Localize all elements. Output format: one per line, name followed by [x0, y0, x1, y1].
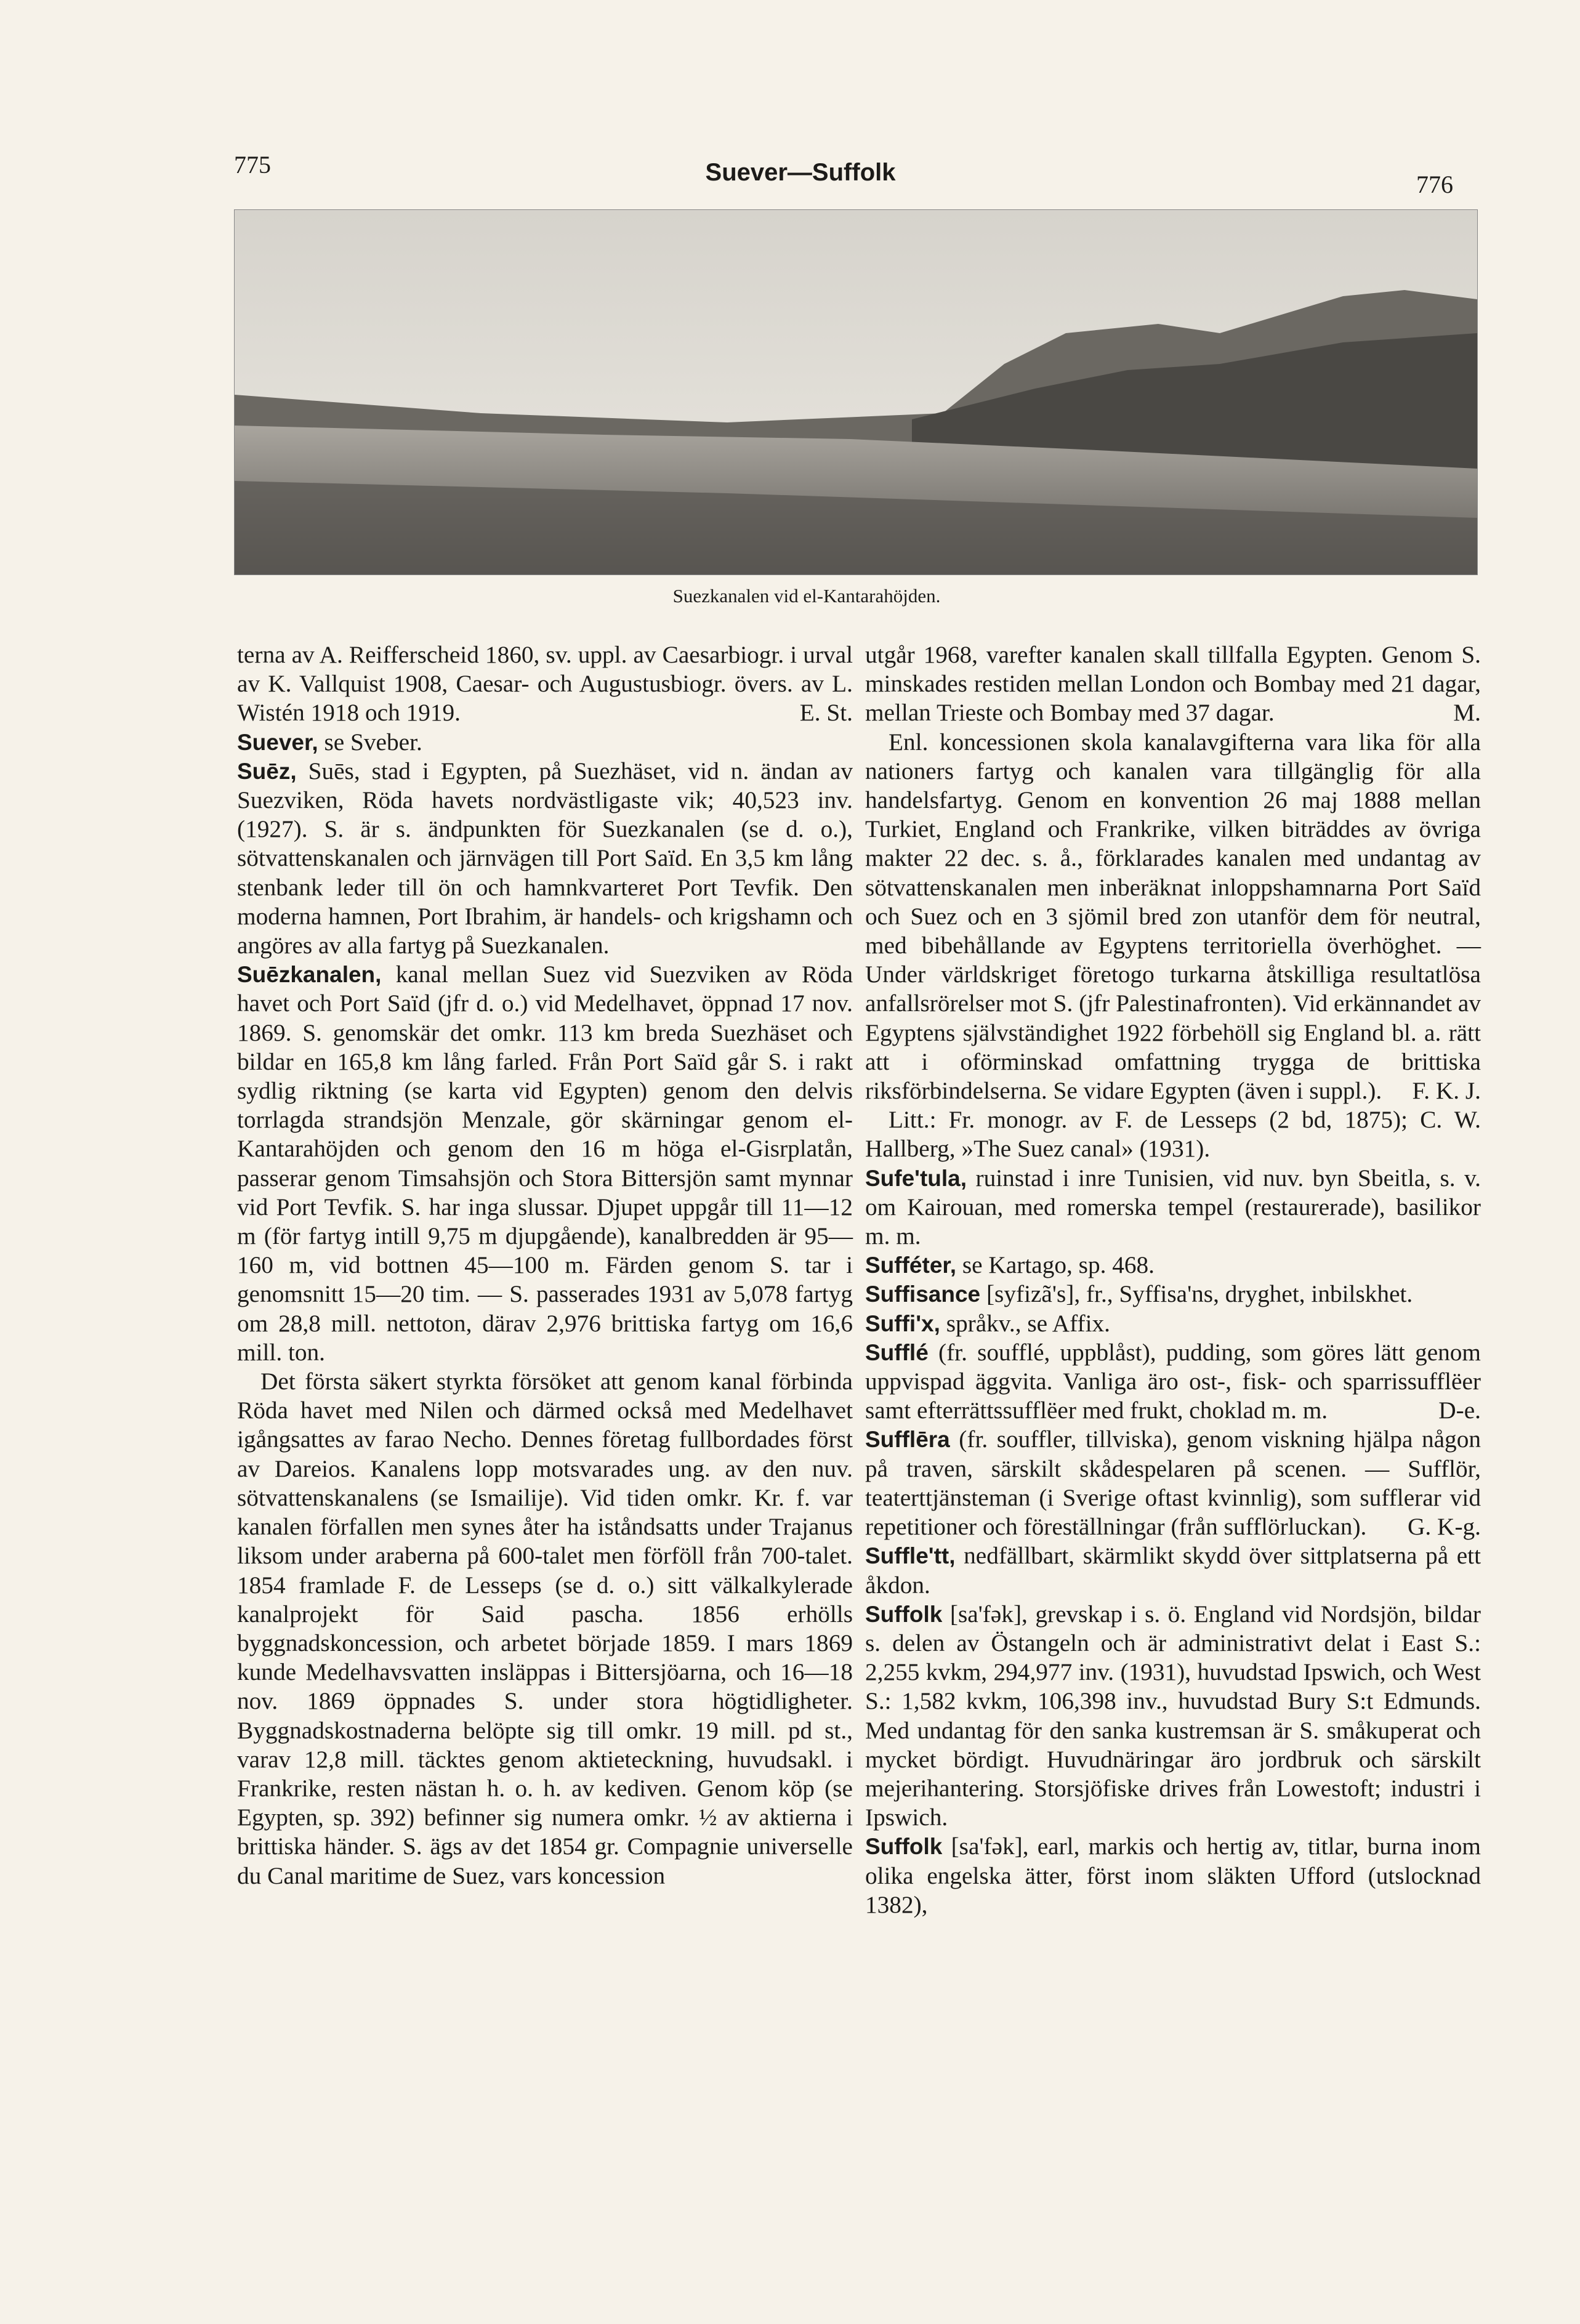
entry-text: [syfizã's], fr., Syffisa'ns, dryghet, inbilskhet.: [986, 1280, 1413, 1308]
entry-paragraph: [237, 1367, 853, 1890]
entry-text: språkv., se Affix.: [946, 1309, 1110, 1337]
entry-paragraph: [865, 1251, 1481, 1280]
entry-headword: Sufe'tula,: [865, 1165, 967, 1191]
entry-paragraph: [865, 1600, 1481, 1833]
right-column: [865, 640, 1481, 1919]
entry-paragraph: [865, 1164, 1481, 1251]
entry-paragraph: [865, 640, 1481, 728]
entry-text: se Kartago, sp. 468.: [962, 1251, 1155, 1279]
entry-paragraph: [865, 1541, 1481, 1599]
entry-text: [sa'fək], earl, markis och hertig av, titlar, burna inom olika engelska ätter, först inom släkten Ufford (utslocknad 1382),: [865, 1833, 1481, 1918]
entry-headword: Suffisance: [865, 1281, 981, 1307]
entry-paragraph: [865, 1105, 1481, 1163]
suez-canal-photo: [234, 209, 1478, 575]
entry-paragraph: [865, 1280, 1481, 1309]
author-signature: E. St.: [799, 699, 853, 727]
entry-headword: Suffle'tt,: [865, 1543, 956, 1569]
entry-text: [sa'fək], grevskap i s. ö. England vid Nordsjön, bildar s. delen av Östangeln och är administrativt delat i East S.: 2,255 kvkm, 294,977 inv. (1931), huvudstad Ipswich, och West S.: 1,582 kvkm, 106,398 inv., huvudstad Bury S:t Edmunds. Med undantag för den sanka kustremsan är S. småkuperat och mycket bördigt. Huvudnäringar äro jordbruk och särskilt mejerihantering. Storsjöfiske drives från Lowestoft; industri i Ipswich.: [865, 1600, 1481, 1831]
author-signature: M.: [1453, 699, 1481, 727]
entry-paragraph: [865, 728, 1481, 1106]
author-signature: F. K. J.: [1412, 1077, 1481, 1105]
entry-text: (fr. soufflé, uppblåst), pudding, som göres lätt genom uppvispad äggvita. Vanliga äro ost-, fisk- och sparrissufflëer samt efterrättssufflëer med frukt, choklad m. m.: [865, 1338, 1481, 1424]
entry-paragraph: [865, 1338, 1481, 1426]
left-column: [237, 640, 853, 1890]
entry-text: se Sveber.: [324, 728, 422, 756]
entry-text: nedfällbart, skärmlikt skydd över sittplatserna på ett åkdon.: [865, 1542, 1481, 1599]
entry-paragraph: [237, 640, 853, 728]
photo-caption: Suezkanalen vid el-Kantarahöjden.: [672, 585, 941, 607]
entry-text: terna av A. Reifferscheid 1860, sv. uppl. av Caesarbiogr. i urval av K. Vallquist 1908, Caesar- och Augustusbiogr. övers. av L. Wistén 1918 och 1919.: [237, 641, 853, 727]
entry-paragraph: [237, 960, 853, 1367]
running-head: Suever—Suffolk: [705, 159, 896, 186]
entry-headword: Suffolk: [865, 1601, 943, 1627]
entry-paragraph: [865, 1425, 1481, 1541]
entry-text: Litt.: Fr. monogr. av F. de Lesseps (2 bd, 1875); C. W. Hallberg, »The Suez canal» (1931).: [865, 1106, 1481, 1163]
entry-paragraph: [237, 728, 853, 757]
entry-headword: Suffi'x,: [865, 1310, 940, 1336]
entry-headword: Suēz,: [237, 758, 297, 784]
page-number-right: 776: [1416, 171, 1453, 198]
entry-headword: Suēzkanalen,: [237, 962, 382, 988]
entry-headword: Sufféter,: [865, 1253, 957, 1278]
entry-text: Suēs, stad i Egypten, på Suezhäset, vid n. ändan av Suezviken, Röda havets nordvästligaste vik; 40,523 inv. (1927). S. är s. ändpunkten för Suezkanalen (se d. o.), sötvattenskanalen och järnvägen till Port Saïd. En 3,5 km lång stenbank leder till ön och hamnkvarteret Port Tevfik. Den moderna hamnen, Port Ibrahim, är handels- och krigshamn och angöres av alla fartyg på Suezkanalen.: [237, 757, 853, 959]
author-signature: D-e.: [1438, 1397, 1481, 1424]
entry-headword: Sufflēra: [865, 1427, 950, 1453]
entry-paragraph: [865, 1832, 1481, 1919]
entry-headword: Sufflé: [865, 1339, 929, 1365]
entry-headword: Suffolk: [865, 1834, 943, 1860]
entry-paragraph: [865, 1309, 1481, 1338]
entry-text: Enl. koncessionen skola kanalavgifterna vara lika för alla nationers fartyg och kanalen vara tillgänglig för alla handelsfartyg. Genom en konvention 26 maj 1888 mellan Turkiet, England och Frankrike, vilken biträddes av övriga makter 22 dec. s. å., förklarades kanalen med undantag av sötvattenskanalen men inberäknat inloppshamnarna Port Saïd och Suez och en 3 sjömil bred zon utanför dem för neutral, med bibehållande av Egyptens territoriella överhöghet. — Under världskriget företogo turkarna åtskilliga resultatlösa anfallsrörelser mot S. (jfr Palestinafronten). Vid erkännandet av Egyptens självständighet 1922 förbehöll sig England bl. a. rätt att i oförminskad omfattning trygga de brittiska riksförbindelserna. Se vidare Egypten (även i suppl.).: [865, 728, 1481, 1105]
entry-text: kanal mellan Suez vid Suezviken av Röda havet och Port Saïd (jfr d. o.) vid Medelhavet, öppnad 17 nov. 1869. S. genomskär det omkr. 113 km breda Suezhäset och bildar en 165,8 km lång farled. Från Port Saïd går S. i rakt sydlig riktning (se karta vid Egypten) genom den delvis torrlagda strandsjön Menzale, gör skärningar genom el-Kantarahöjden och genom den 16 m höga el-Gisrplatån, passerar genom Timsahsjön och Stora Bittersjön samt mynnar vid Port Tevfik. S. har inga slussar. Djupet uppgår till 11—12 m (för fartyg intill 9,75 m djupgående), kanalbredden är 95—160 m, vid bottnen 45—100 m. Färden genom S. tar i genomsnitt 15—20 tim. — S. passerades 1931 av 5,078 fartyg om 28,8 mill. nettoton, därav 2,976 brittiska fartyg om 16,6 mill. ton.: [237, 961, 853, 1366]
entry-text: ruinstad i inre Tunisien, vid nuv. byn Sbeitla, s. v. om Kairouan, med romerska tempel (restaurerade), basilikor m. m.: [865, 1164, 1481, 1250]
page-number-left: 775: [234, 151, 271, 179]
entry-paragraph: [237, 757, 853, 960]
entry-text: utgår 1968, varefter kanalen skall tillfalla Egypten. Genom S. minskades restiden mellan London och Bombay med 21 dagar, mellan Trieste och Bombay med 37 dagar.: [865, 641, 1481, 727]
entry-text: Det första säkert styrkta försöket att genom kanal förbinda Röda havet med Nilen och därmed också med Medelhavet igångsattes av farao Necho. Dennes företag fullbordades först av Dareios. Kanalens lopp motsvarades ung. av den nuv. sötvattenskanalens (se Ismailije). Vid tiden omkr. Kr. f. var kanalen förfallen men synes åter ha iståndsatts under Trajanus liksom under araberna på 600-talet men förföll från 700-talet. 1854 framlade F. de Lesseps (se d. o.) sitt välkalkylerade kanalprojekt för Said pascha. 1856 erhölls byggnadskoncession, och arbetet började 1859. I mars 1869 kunde Medelhavsvatten insläppas i Bittersjöarna, och 16—18 nov. 1869 öppnades S. under stora högtidligheter. Byggnadskostnaderna belöpte sig till omkr. 19 mill. pd st., varav 12,8 mill. täcktes genom aktieteckning, huvudsakl. i Frankrike, resten nästan h. o. h. av kediven. Genom köp (se Egypten, sp. 392) befinner sig numera omkr. ½ av aktierna i brittiska händer. S. ägs av det 1854 gr. Compagnie universelle du Canal maritime de Suez, vars koncession: [237, 1368, 853, 1889]
entry-text: (fr. souffler, tillviska), genom viskning hjälpa någon på traven, särskilt skådespelaren på scenen. — Sufflör, teaterttjänsteman (i Sverige oftast kvinnlig), som sufflerar vid repetitioner och föreställningar (från sufflörluckan).: [865, 1426, 1481, 1541]
author-signature: G. K-g.: [1408, 1513, 1481, 1541]
entry-headword: Suever,: [237, 729, 318, 755]
